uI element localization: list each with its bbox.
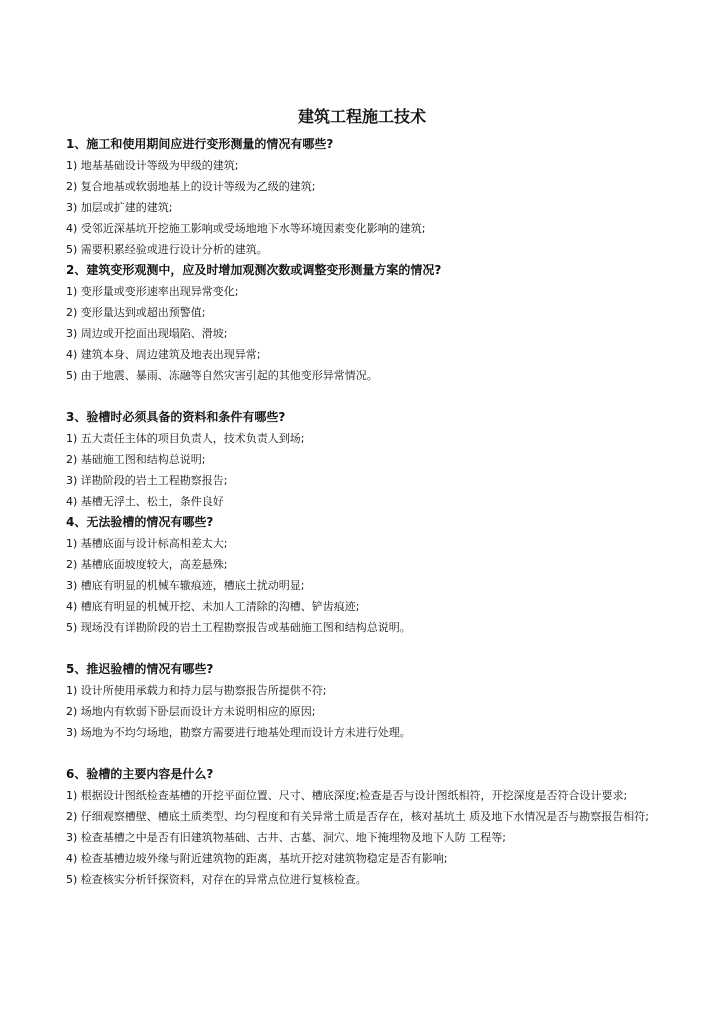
list-item: 2) 复合地基或软弱地基上的设计等级为乙级的建筑; bbox=[66, 180, 316, 193]
list-item: 1) 五大责任主体的项目负责人，技术负责人到场; bbox=[66, 432, 305, 445]
section-heading: 4、无法验槽的情况有哪些? bbox=[66, 515, 214, 529]
section-4 bbox=[66, 512, 666, 638]
list-item: 5) 现场没有详勘阶段的岩土工程勘察报告或基础施工图和结构总说明。 bbox=[66, 621, 411, 634]
document-title: 建筑工程施工技术 bbox=[297, 107, 426, 126]
section-3 bbox=[66, 407, 666, 512]
list-item: 1) 根据设计图纸检查基槽的开挖平面位置、尺寸、槽底深度;检查是否与设计图纸相符，开挖深度是否符合设计要求; bbox=[66, 789, 628, 802]
section-2 bbox=[66, 260, 666, 386]
list-item: 1) 基槽底面与设计标高相差太大; bbox=[66, 537, 228, 550]
list-item: 3) 周边或开挖面出现塌陷、滑坡; bbox=[66, 327, 228, 340]
list-item: 2) 仔细观察槽壁、槽底土质类型、均匀程度和有关异常土质是否存在，核对基坑土 质及地下水情况是否与勘察报告相符; bbox=[66, 810, 649, 823]
list-item: 4) 槽底有明显的机械开挖、未加人工清除的沟槽、铲齿痕迹; bbox=[66, 600, 360, 613]
list-item: 5) 由于地震、暴雨、冻融等自然灾害引起的其他变形异常情况。 bbox=[66, 369, 378, 382]
section-heading: 2、建筑变形观测中，应及时增加观测次数或调整变形测量方案的情况? bbox=[66, 263, 442, 277]
list-item: 4) 基槽无浮土、松土，条件良好 bbox=[66, 495, 224, 508]
list-item: 3) 详勘阶段的岩土工程勘察报告; bbox=[66, 474, 228, 487]
list-item: 2) 变形量达到或超出预警值; bbox=[66, 306, 206, 319]
list-item: 3) 加层或扩建的建筑; bbox=[66, 201, 173, 214]
list-item: 2) 基础施工图和结构总说明; bbox=[66, 453, 206, 466]
list-item: 3) 槽底有明显的机械车辙痕迹，槽底土扰动明显; bbox=[66, 579, 305, 592]
list-item: 2) 场地内有软弱下卧层而设计方未说明相应的原因; bbox=[66, 705, 316, 718]
section-6 bbox=[66, 764, 666, 890]
list-item: 1) 设计所使用承载力和持力层与勘察报告所提供不符; bbox=[66, 684, 327, 697]
list-item: 1) 变形量或变形速率出现异常变化; bbox=[66, 285, 239, 298]
document-body bbox=[66, 134, 666, 890]
section-heading: 6、验槽的主要内容是什么? bbox=[66, 767, 214, 781]
list-item: 3) 检查基槽之中是否有旧建筑物基础、古井、古墓、洞穴、地下掩埋物及地下人防 工程等; bbox=[66, 831, 506, 844]
list-item: 5) 需要积累经验或进行设计分析的建筑。 bbox=[66, 243, 268, 256]
section-heading: 3、验槽时必须具备的资料和条件有哪些? bbox=[66, 410, 286, 424]
section-5 bbox=[66, 659, 666, 743]
section-heading: 5、推迟验槽的情况有哪些? bbox=[66, 662, 214, 676]
section-heading: 1、施工和使用期间应进行变形测量的情况有哪些? bbox=[66, 137, 334, 151]
list-item: 1) 地基基础设计等级为甲级的建筑; bbox=[66, 159, 239, 172]
list-item: 4) 建筑本身、周边建筑及地表出现异常; bbox=[66, 348, 261, 361]
list-item: 2) 基槽底面坡度较大，高差悬殊; bbox=[66, 558, 228, 571]
list-item: 5) 检查核实分析钎探资料，对存在的异常点位进行复核检查。 bbox=[66, 873, 367, 886]
list-item: 3) 场地为不均匀场地，勘察方需要进行地基处理而设计方未进行处理。 bbox=[66, 726, 411, 739]
list-item: 4) 检查基槽边坡外缘与附近建筑物的距离，基坑开挖对建筑物稳定是否有影响; bbox=[66, 852, 448, 865]
section-1 bbox=[66, 134, 666, 260]
list-item: 4) 受邻近深基坑开挖施工影响或受场地地下水等环境因素变化影响的建筑; bbox=[66, 222, 426, 235]
